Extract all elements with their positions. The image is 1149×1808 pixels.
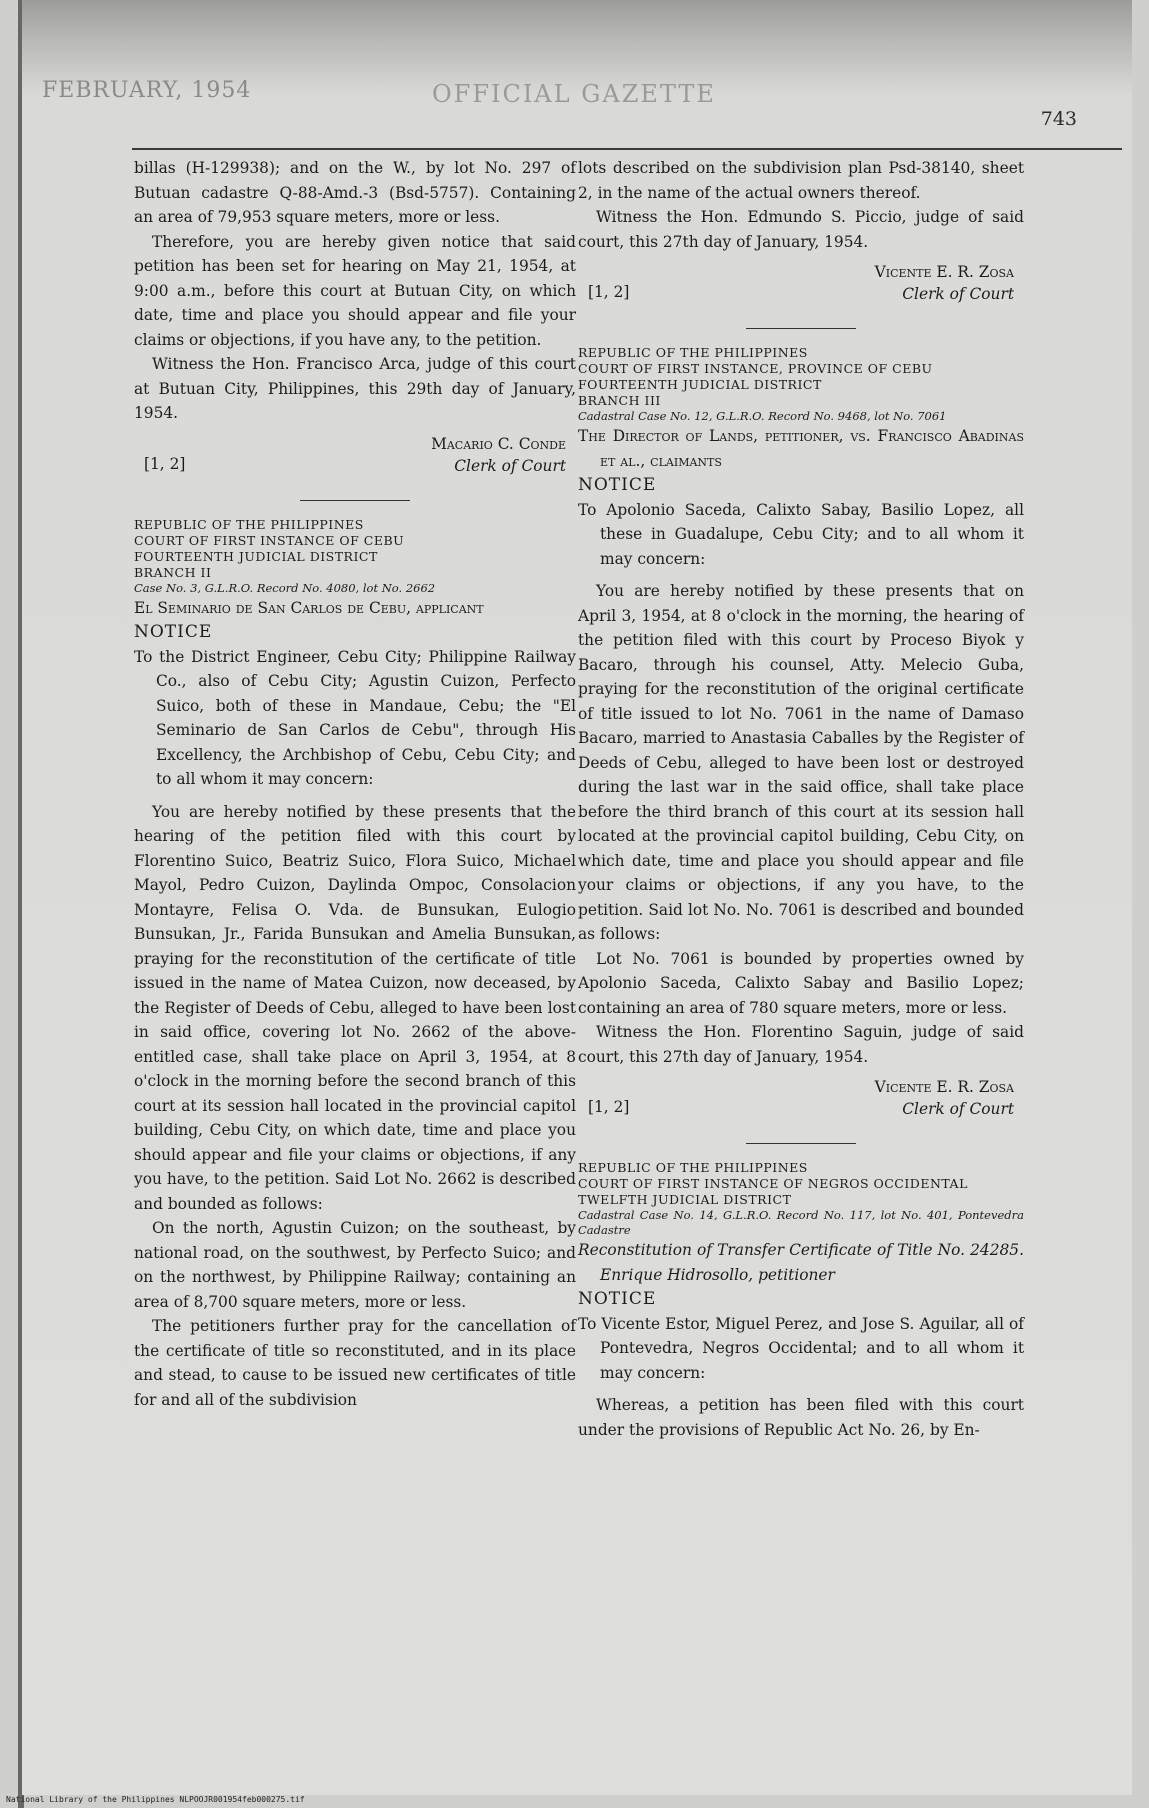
issue-number: [1, 2] bbox=[588, 1098, 630, 1116]
court-heading: REPUBLIC OF THE PHILIPPINES bbox=[134, 516, 364, 532]
notice-addressees: To Apolonio Saceda, Calixto Sabay, Basilio Lopez, all these in Guadalupe, Cebu City; and to all whom it may concern: bbox=[578, 500, 1024, 568]
section-divider bbox=[300, 500, 410, 501]
case-number: Case No. 3, G.L.R.O. Record No. 4080, lot No. 2662 bbox=[134, 580, 436, 595]
header-publication: OFFICIAL GAZETTE bbox=[432, 80, 716, 108]
paragraph: Witness the Hon. Francisco Arca, judge of this court at Butuan City, Philippines, this 29th day of January, 1954. bbox=[134, 355, 576, 422]
paragraph: On the north, Agustin Cuizon; on the southeast, by national road, on the southwest, by Perfecto Suico; and on the northwest, by Philippine Railway; containing an area of 8,700 square meters, more or less. bbox=[134, 1219, 576, 1311]
issue-number: [1, 2] bbox=[588, 283, 630, 301]
paragraph: The petitioners further pray for the cancellation of the certificate of title so reconstituted, and in its place and stead, to cause to be issued new certificates of title for and all of the subdivision bbox=[134, 1317, 576, 1409]
section-divider bbox=[746, 1143, 856, 1144]
notice-heading: NOTICE bbox=[578, 1289, 657, 1309]
paragraph: Lot No. 7061 is bounded by properties owned by Apolonio Saceda, Calixto Sabay and Basilio Lopez; containing an area of 780 square meters, more or less. bbox=[578, 949, 1024, 1017]
court-heading: REPUBLIC OF THE PHILIPPINES bbox=[578, 345, 808, 360]
header-rule bbox=[132, 148, 1122, 150]
header-date: FEBRUARY, 1954 bbox=[42, 78, 252, 103]
signatory-name: Macario C. Conde bbox=[431, 434, 566, 453]
signatory-title: Clerk of Court bbox=[454, 456, 566, 475]
paragraph: Witness the Hon. Edmundo S. Piccio, judge of said court, this 27th day of January, 1954. bbox=[578, 208, 1024, 251]
case-number: Cadastral Case No. 12, G.L.R.O. Record No. 9468, lot No. 7061 bbox=[578, 409, 947, 423]
signatory-name: Vicente E. R. Zosa bbox=[874, 1078, 1014, 1096]
signature-block bbox=[578, 1075, 1024, 1125]
court-heading: FOURTEENTH JUDICIAL DISTRICT bbox=[578, 377, 822, 392]
notice-addressees: To the District Engineer, Cebu City; Philippine Railway Co., also of Cebu City; Agustin Cuizon, Perfecto Suico, both of these in Mandaue, Cebu; the "El Seminario de San Carlos de Cebu", through His Excellency, the Archbishop of Cebu, Cebu City; and to all whom it may concern: bbox=[134, 647, 576, 788]
right-column bbox=[578, 156, 1024, 1442]
notice-heading: NOTICE bbox=[578, 475, 657, 495]
court-heading: BRANCH II bbox=[134, 564, 212, 580]
signatory-title: Clerk of Court bbox=[902, 1100, 1014, 1118]
notice-addressees: To Vicente Estor, Miguel Perez, and Jose S. Aguilar, all of Pontevedra, Negros Occidental; and to all whom it may concern: bbox=[578, 1314, 1024, 1382]
scan-footer: National Library of the Philippines NLPOOJR001954feb000275.tif bbox=[6, 1795, 305, 1804]
notice-heading: NOTICE bbox=[134, 622, 213, 642]
section-divider bbox=[746, 328, 856, 329]
signatory-name: Vicente E. R. Zosa bbox=[874, 263, 1014, 281]
court-heading: COURT OF FIRST INSTANCE OF NEGROS OCCIDENTAL bbox=[578, 1176, 968, 1191]
signatory-title: Clerk of Court bbox=[902, 285, 1014, 303]
case-parties: The Director of Lands, petitioner, vs. Francisco Abadinas et al., claimants bbox=[578, 427, 1024, 470]
signature-block bbox=[134, 432, 576, 482]
gazette-page bbox=[22, 0, 1132, 1795]
paragraph: billas (H-129938); and on the W., by lot No. 297 of Butuan cadastre Q-88-Amd.-3 (Bsd-5757). Containing an area of 79,953 square meters, more or less. bbox=[134, 159, 576, 226]
page-number: 743 bbox=[1040, 108, 1077, 130]
case-parties: El Seminario de San Carlos de Cebu, applicant bbox=[134, 598, 484, 617]
court-heading: TWELFTH JUDICIAL DISTRICT bbox=[578, 1192, 792, 1207]
page-header bbox=[22, 70, 1132, 130]
left-column bbox=[134, 156, 576, 1412]
case-number: Cadastral Case No. 14, G.L.R.O. Record No. 117, lot No. 401, Pontevedra Cadastre bbox=[578, 1208, 1024, 1237]
paragraph: Whereas, a petition has been filed with this court under the provisions of Republic Act No. 26, by En- bbox=[578, 1396, 1024, 1439]
paragraph: You are hereby notified by these presents that the hearing of the petition filed with this court by Florentino Suico, Beatriz Suico, Flora Suico, Michael Mayol, Pedro Cuizon, Daylinda Ompoc, Consolacion Montayre, Felisa O. Vda. de Bunsukan, Eulogio Bunsukan, Jr., Farida Bunsukan and Amelia Bunsukan, praying for the reconstitution of the certificate of title issued in the name of Matea Cuizon, now deceased, by the Register of Deeds of Cebu, alleged to have been lost in said office, covering lot No. 2662 of the above-entitled case, shall take place on April 3, 1954, at 8 o'clock in the morning before the second branch of this court at its session hall located in the provincial capitol building, Cebu City, on which date, time and place you should appear and file your claims or objections, if any you have, to the petition. Said Lot No. 2662 is described and bounded as follows: bbox=[134, 802, 576, 1213]
court-heading: FOURTEENTH JUDICIAL DISTRICT bbox=[134, 548, 378, 564]
court-heading: BRANCH III bbox=[578, 393, 661, 408]
paragraph: You are hereby notified by these presents that on April 3, 1954, at 8 o'clock in the morning, the hearing of the petition filed with this court by Proceso Biyok y Bacaro, through his counsel, Atty. Melecio Guba, praying for the reconstitution of the original certificate of title issued to lot No. 7061 in the name of Damaso Bacaro, married to Anastasia Caballes by the Register of Deeds of Cebu, alleged to have been lost or destroyed during the last war in the said office, shall take place before the third branch of this court at its session hall located at the provincial capitol building, Cebu City, on which date, time and place you should appear and file your claims or objections, if any you have, to the petition. Said lot No. No. 7061 is described and bounded as follows: bbox=[578, 582, 1024, 943]
court-heading: COURT OF FIRST INSTANCE, PROVINCE OF CEBU bbox=[578, 361, 933, 376]
paragraph: Witness the Hon. Florentino Saguin, judge of said court, this 27th day of January, 1954. bbox=[578, 1023, 1024, 1066]
case-parties: Reconstitution of Transfer Certificate of Title No. 24285. Enrique Hidrosollo, petitioner bbox=[578, 1241, 1024, 1284]
paragraph: lots described on the subdivision plan Psd-38140, sheet 2, in the name of the actual owners thereof. bbox=[578, 159, 1024, 202]
signature-block bbox=[578, 260, 1024, 310]
issue-number: [1, 2] bbox=[144, 454, 186, 473]
court-heading: COURT OF FIRST INSTANCE OF CEBU bbox=[134, 532, 405, 548]
court-heading: REPUBLIC OF THE PHILIPPINES bbox=[578, 1160, 808, 1175]
paragraph: Therefore, you are hereby given notice that said petition has been set for hearing on May 21, 1954, at 9:00 a.m., before this court at Butuan City, on which date, time and place you should appear and file your claims or objections, if you have any, to the petition. bbox=[134, 232, 576, 349]
